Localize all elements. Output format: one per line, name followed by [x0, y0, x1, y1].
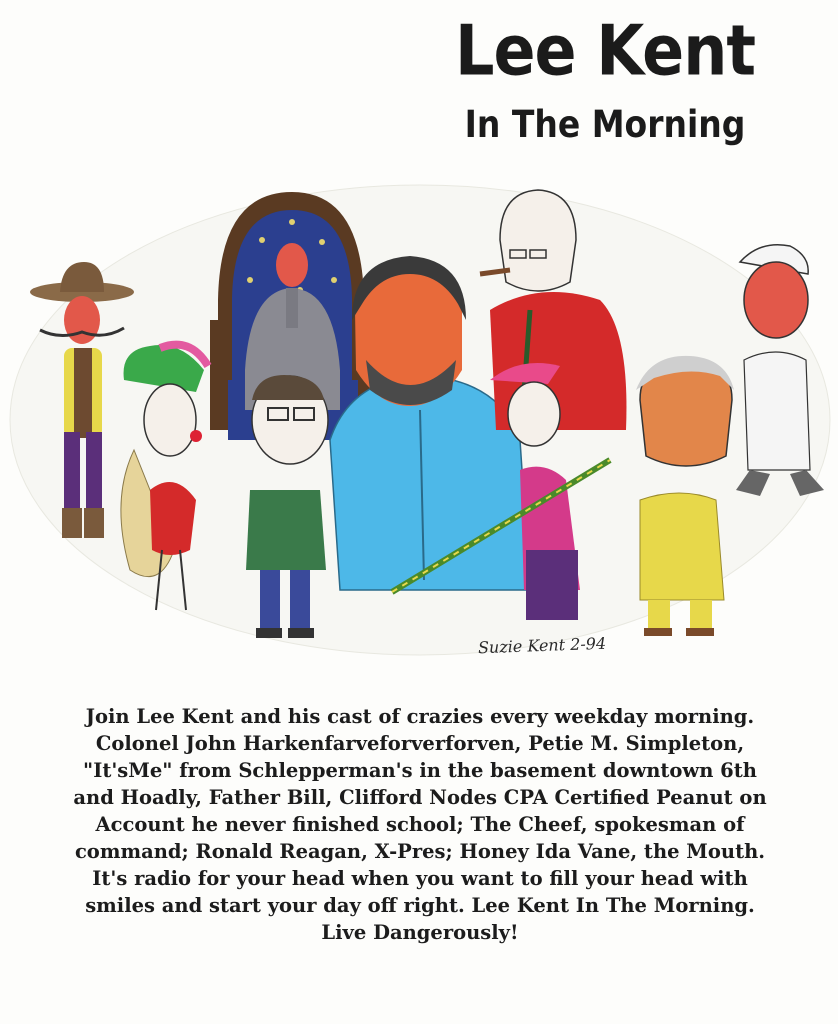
cartoon-illustration [0, 170, 838, 670]
show-description: Join Lee Kent and his cast of crazies every weekday morning. Colonel John Harkenfarveforverforven, Petie M. Simpleton, "It'sMe" from Schlepperman's in the basement downtown 6th and Hoadly, Father Bill, Clifford Nodes CPA Certified Peanut on Account he never finished school; The Cheef, spokesman of command; Ronald Reagan, X-Pres; Honey Ida Vane, the Mouth. It's radio for your head when you want to fill your head with smiles and start your day off right. Lee Kent In The Morning. Live Dangerously! [73, 705, 767, 944]
artist-signature: Suzie Kent 2-94 [477, 633, 607, 658]
page-title: Lee Kent [455, 9, 755, 92]
page-subtitle: In The Morning [464, 102, 746, 146]
